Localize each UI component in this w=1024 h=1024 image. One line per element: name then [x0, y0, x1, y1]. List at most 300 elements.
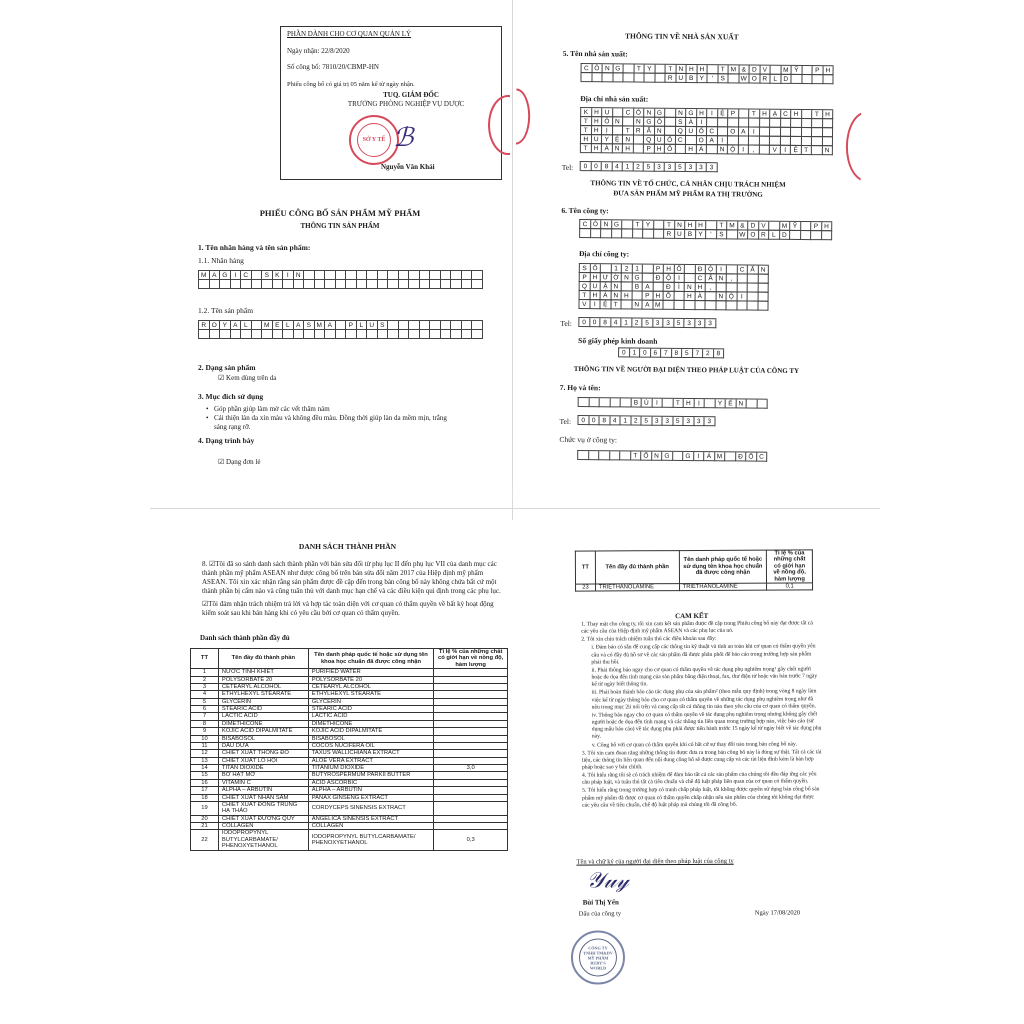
letter-box: V: [579, 300, 590, 309]
letter-box: L: [769, 231, 780, 240]
letter-box: A: [325, 321, 336, 330]
letter-box: H: [822, 222, 833, 231]
section-1-1-label: 1.1. Nhãn hàng: [198, 256, 244, 265]
representative-name: Bùi Thị Yến: [582, 898, 619, 907]
table-cell: BISABOSOL: [308, 735, 434, 742]
letter-box: H: [591, 144, 602, 153]
letter-box: 1: [630, 348, 641, 357]
letter-box: I: [590, 300, 601, 309]
letter-box: Ấ: [644, 127, 655, 136]
letter-box: 3: [707, 163, 718, 172]
letter-box: [388, 280, 399, 289]
letter-box: Ộ: [727, 292, 738, 301]
rep-name-boxes: [578, 397, 768, 409]
announcement-number: Số công bố: 7810/20/CBMP-HN: [287, 63, 379, 71]
letter-box: P: [813, 66, 824, 75]
letter-box: Ạ: [770, 110, 781, 119]
letter-box: Ấ: [748, 266, 759, 275]
table-cell: 22: [191, 830, 219, 850]
letter-box: P: [811, 222, 822, 231]
letter-box: [589, 398, 600, 407]
letter-box: T: [581, 117, 592, 126]
letter-box: T: [749, 110, 760, 119]
letter-box: [451, 330, 462, 339]
letter-box: [451, 280, 462, 289]
letter-box: [420, 330, 431, 339]
letter-box: Đ: [736, 452, 747, 461]
letter-box: C: [623, 108, 634, 117]
letter-box: 5: [644, 163, 655, 172]
letter-box: [199, 280, 210, 289]
letter-box: [336, 330, 347, 339]
company-line-2: [579, 228, 832, 240]
letter-box: A: [643, 283, 654, 292]
letter-box: C: [781, 110, 792, 119]
letter-box: S: [676, 118, 687, 127]
table-cell: CHIẾT XUẤT ĐÔNG TRÙNG HẠ THẢO: [218, 801, 308, 815]
manufacturer-title: THÔNG TIN VỀ NHÀ SẢN XUẤT: [624, 31, 739, 42]
letter-box: Ô: [634, 109, 645, 118]
table-cell: COCOS NUCIFERA OIL: [308, 742, 434, 749]
letter-box: [273, 330, 284, 339]
company-seal: [571, 930, 625, 984]
letter-box: P: [644, 145, 655, 154]
letter-box: Ị: [694, 399, 705, 408]
table-cell: 7: [191, 713, 219, 720]
letter-box: 0: [578, 416, 589, 425]
table-cell: [434, 706, 508, 713]
letter-box: [231, 280, 242, 289]
letter-box: G: [644, 118, 655, 127]
letter-box: &: [738, 221, 749, 230]
letter-box: Ộ: [728, 145, 739, 154]
letter-box: [758, 302, 769, 311]
company-address-line-5: [578, 299, 768, 311]
letter-box: [262, 280, 273, 289]
letter-box: [441, 330, 452, 339]
letter-box: H: [791, 110, 802, 119]
table-cell: [434, 787, 508, 794]
letter-box: N: [758, 266, 769, 275]
letter-box: C: [695, 274, 706, 283]
letter-box: U: [367, 321, 378, 330]
letter-box: V: [760, 66, 771, 75]
letter-box: 8: [600, 318, 611, 327]
letter-box: [727, 230, 738, 239]
letter-box: 3: [662, 417, 673, 426]
signing-date: Ngày 17/08/2020: [754, 909, 801, 917]
letter-box: [231, 330, 242, 339]
letter-box: N: [294, 271, 305, 280]
document-page-4: [519, 517, 867, 1024]
letter-box: N: [603, 64, 614, 73]
signer-title-1: TUQ. GIÁM ĐỐC: [383, 91, 439, 99]
table-row: [191, 750, 508, 757]
letter-box: N: [601, 220, 612, 229]
table-cell: ETHYLHEXYL STEARATE: [218, 691, 308, 698]
table-cell: [434, 698, 508, 705]
letter-box: [802, 75, 813, 84]
letter-box: M: [653, 301, 664, 310]
letter-box: T: [611, 300, 622, 309]
table-row: [191, 801, 508, 815]
received-date: Ngày nhận: 22/8/2020: [287, 47, 350, 55]
tel-label-2: Tel:: [560, 318, 572, 328]
letter-box: &: [739, 65, 750, 74]
tel-boxes-2: [578, 317, 716, 328]
letter-box: Ù: [642, 399, 653, 408]
letter-box: L: [770, 75, 781, 84]
letter-box: [241, 280, 252, 289]
table-header-cell: Tỉ lệ % của những chất có giới hạn về nồng độ, hàm lượng: [767, 550, 813, 583]
letter-box: R: [664, 230, 675, 239]
letter-box: H: [686, 145, 697, 154]
letter-box: D: [781, 75, 792, 84]
letter-box: [304, 280, 315, 289]
letter-box: Ấ: [706, 274, 717, 283]
letter-box: 2: [631, 417, 642, 426]
letter-box: E: [273, 321, 284, 330]
letter-box: V: [759, 222, 770, 231]
letter-box: Ệ: [612, 135, 623, 144]
letter-box: 5: [675, 163, 686, 172]
letter-box: [621, 398, 632, 407]
table-row: [191, 815, 508, 822]
table-row: [191, 683, 508, 690]
letter-box: [633, 230, 644, 239]
table-cell: CETEARYL ALCOHOL: [218, 683, 308, 690]
letter-box: K: [273, 271, 284, 280]
table-cell: 3,0: [434, 765, 508, 772]
letter-box: Ỹ: [790, 222, 801, 231]
table-cell: [434, 683, 508, 690]
section-4-value: ☑ Dạng đơn lẻ: [218, 458, 261, 466]
letter-box: 3: [665, 163, 676, 172]
letter-box: [430, 330, 441, 339]
position-boxes: [577, 450, 767, 462]
letter-box: N: [654, 127, 665, 136]
letter-box: I: [674, 274, 685, 283]
table-cell: 12: [191, 750, 219, 757]
letter-box: 3: [654, 163, 665, 172]
letter-box: [623, 73, 634, 82]
letter-box: [210, 280, 221, 289]
table-cell: CETEARYL ALCOHOL: [308, 683, 434, 690]
letter-box: B: [632, 283, 643, 292]
letter-box: 0: [590, 318, 601, 327]
table-cell: 3: [191, 683, 219, 690]
ingredients-title: DANH SÁCH THÀNH PHẦN: [298, 542, 397, 551]
letter-box: [621, 300, 632, 309]
table-row: [191, 735, 508, 742]
letter-box: [346, 280, 357, 289]
org-title-1: THÔNG TIN VỀ TỔ CHỨC, CÁ NHÂN CHỊU TRÁCH NHIỆM: [590, 179, 786, 189]
tel-label-1: Tel:: [561, 162, 574, 172]
letter-box: 5: [642, 319, 653, 328]
commitment-item: iii. Phải hoàn thành báo cáo tác dụng phụ của sản phẩm² (theo mẫu quy định) trong vòng 8 ngày làm việc kể từ ngày thông báo cho cơ quan có thẩm quyền về những tác dụng phụ nghiêm trọng như đã nêu trong mục 2ii nói trên và cung cấp tất cả thông tin nào theo yêu cầu của cơ quan có thẩm quyền.: [591, 688, 817, 711]
letter-box: 3: [652, 417, 663, 426]
letter-box: N: [822, 146, 833, 155]
letter-box: G: [655, 109, 666, 118]
letter-box: Y: [220, 321, 231, 330]
table-cell: PURIFIED WATER: [308, 669, 434, 676]
letter-box: [602, 73, 613, 82]
table-cell: ALPHA – ARBUTIN: [218, 787, 308, 794]
letter-box: Đ: [653, 274, 664, 283]
table-cell: [434, 750, 508, 757]
table-cell: [434, 794, 508, 801]
letter-box: [757, 400, 768, 409]
letter-box: H: [687, 65, 698, 74]
letter-box: U: [602, 108, 613, 117]
letter-box: [695, 301, 706, 310]
letter-box: S: [378, 321, 389, 330]
table-row: [191, 742, 508, 749]
letter-box: [420, 280, 431, 289]
letter-box: G: [613, 64, 624, 73]
position-label: Chức vụ ở công ty:: [559, 434, 617, 445]
letter-box: 6: [651, 349, 662, 358]
letter-box: M: [199, 271, 210, 280]
letter-box: D: [780, 231, 791, 240]
letter-box: Ô: [591, 220, 602, 229]
table-cell: CHIẾT XUẤT NHÂN SÂM: [218, 794, 308, 801]
table-cell: 1: [191, 669, 219, 676]
table-cell: ALOE VERA EXTRACT: [308, 757, 434, 764]
letter-box: ': [706, 230, 717, 239]
purpose-item-1: • Góp phần giúp làm mờ các vết thâm nám: [214, 405, 330, 414]
letter-box: T: [812, 110, 823, 119]
letter-box: H: [684, 399, 695, 408]
letter-box: U: [675, 230, 686, 239]
letter-box: G: [662, 452, 673, 461]
purpose-item-2: • Cải thiện làn da xỉn màu và không đều màu. Đồng thời giúp làn da mềm mịn, trắng: [214, 414, 447, 423]
letter-box: [581, 73, 592, 82]
letter-box: 3: [683, 417, 694, 426]
tel-boxes-3: [577, 415, 715, 426]
letter-box: 7: [661, 349, 672, 358]
letter-box: Ố: [590, 264, 601, 273]
letter-box: [304, 330, 315, 339]
table-cell: [434, 735, 508, 742]
rep-title: THÔNG TIN VỀ NGƯỜI ĐẠI DIỆN THEO PHÁP LUẬT CỦA CÔNG TY: [573, 365, 800, 375]
letter-box: [737, 301, 748, 310]
letter-box: N: [676, 109, 687, 118]
letter-box: M: [315, 321, 326, 330]
letter-box: [336, 280, 347, 289]
document-page-3: [180, 520, 515, 1024]
table-cell: BISABOSOL: [218, 735, 308, 742]
letter-box: T: [673, 399, 684, 408]
letter-box: [346, 330, 357, 339]
commitment-item: v. Công bố với cơ quan có thẩm quyền khi có bất cứ sự thay đổi nào trong bản công bố này.: [591, 740, 797, 749]
table-cell: [434, 676, 508, 683]
table-cell: [434, 757, 508, 764]
letter-box: Q: [675, 127, 686, 136]
letter-box: T: [633, 221, 644, 230]
letter-box: ,: [706, 283, 717, 292]
letter-box: 8: [714, 349, 725, 358]
letter-box: H: [622, 291, 633, 300]
table-cell: ETHYLHEXYL STEARATE: [308, 691, 434, 698]
section-1-2-label: 1.2. Tên sản phẩm: [198, 306, 254, 315]
declaration-paragraph-1: 8. ☑Tôi đã so sánh danh sách thành phần với bản sửa đổi từ phụ lục II đến phụ lục VII của danh mục các thành phần mỹ phẩm ASEAN như được công bố trên bản sửa đổi năm 2017 của Hiệp định mỹ phẩm ASEAN. Tôi xin xác nhận rằng sản phẩm được đề cập đến trong bản công bố này không chứa bất cứ một thành phần bị cấm nào và cũng tuân thủ với danh mục hạn chế và các điều kiện qui định trong các phụ lục.: [202, 560, 501, 596]
letter-box: 2: [703, 349, 714, 358]
table-cell: [434, 742, 508, 749]
letter-box: [728, 74, 739, 83]
letter-box: P: [580, 273, 591, 282]
letter-box: I: [694, 452, 705, 461]
letter-box: C: [707, 127, 718, 136]
letter-box: P: [728, 109, 739, 118]
seal-label: Dấu của công ty: [578, 910, 622, 918]
letter-box: 3: [704, 417, 715, 426]
table-cell: LACTIC ACID: [308, 713, 434, 720]
letter-box: [294, 280, 305, 289]
table-cell: TRIETHANOLAMINE: [679, 583, 767, 591]
letter-box: H: [823, 66, 834, 75]
letter-box: À: [602, 144, 613, 153]
letter-box: [409, 280, 420, 289]
agency-signer-name: Nguyễn Văn Khải: [381, 163, 435, 171]
letter-box: I: [231, 271, 242, 280]
letter-box: H: [685, 221, 696, 230]
table-cell: 15: [191, 772, 219, 779]
letter-box: 1: [620, 416, 631, 425]
letter-box: H: [695, 283, 706, 292]
letter-box: [747, 302, 758, 311]
letter-box: Ố: [696, 127, 707, 136]
letter-box: M: [729, 65, 740, 74]
document-page-2: [513, 0, 862, 501]
letter-box: O: [210, 321, 221, 330]
letter-box: L: [283, 321, 294, 330]
letter-box: Ị: [602, 126, 613, 135]
table-cell: [434, 801, 508, 815]
table-cell: TITAN DIOXIDE: [218, 765, 308, 772]
letter-box: [262, 330, 273, 339]
letter-box: [643, 230, 654, 239]
letter-box: 3: [705, 319, 716, 328]
table-cell: [434, 669, 508, 676]
table-cell: NƯỚC TINH KHIẾT: [218, 669, 308, 676]
letter-box: N: [611, 291, 622, 300]
letter-box: A: [738, 127, 749, 136]
tel-label-3: Tel:: [559, 416, 572, 426]
letter-box: Y: [645, 65, 656, 74]
table-cell: GLYCERIN: [218, 698, 308, 705]
table-cell: 20: [191, 815, 219, 822]
table-row: [191, 669, 508, 676]
table-cell: TRIETHANOLAMINE: [595, 583, 679, 591]
table-header-cell: TT: [575, 551, 595, 584]
letter-box: R: [759, 231, 770, 240]
letter-box: S: [580, 264, 591, 273]
section-3-title: 3. Mục đích sử dụng: [198, 392, 264, 401]
table-cell: COLLAGEN: [308, 823, 434, 830]
letter-box: M: [781, 66, 792, 75]
table-cell: 2: [191, 676, 219, 683]
letter-box: ': [707, 74, 718, 83]
letter-box: [812, 75, 823, 84]
table-cell: 11: [191, 742, 219, 749]
table-cell: CORDYCEPS SINENSIS EXTRACT: [308, 801, 434, 815]
letter-box: [283, 330, 294, 339]
letter-box: H: [685, 292, 696, 301]
letter-box: T: [581, 126, 592, 135]
letter-box: V: [770, 146, 781, 155]
letter-box: H: [664, 265, 675, 274]
table-cell: 18: [191, 794, 219, 801]
letter-box: I: [738, 145, 749, 154]
letter-box: W: [739, 74, 750, 83]
table-cell: POLYSORBATE 20: [218, 676, 308, 683]
letter-box: 4: [611, 318, 622, 327]
table-row: [191, 706, 508, 713]
letter-box: [399, 330, 410, 339]
letter-box: [633, 145, 644, 154]
representative-signature-icon: 𝒴𝓊𝓎: [586, 868, 630, 894]
table-cell: KOJIC ACID DIPALMITATE: [308, 728, 434, 735]
letter-box: [673, 452, 684, 461]
letter-box: ,: [749, 146, 760, 155]
table-cell: ACID ASCORBIC: [308, 779, 434, 786]
letter-box: [357, 330, 368, 339]
table-cell: [434, 728, 508, 735]
letter-box: Ệ: [600, 300, 611, 309]
letter-box: [622, 229, 633, 238]
letter-box: 0: [589, 416, 600, 425]
letter-box: I: [652, 399, 663, 408]
table-cell: IODOPROPYNYL BUTYLCARBAMATE/ PHENOXYETHANOL: [218, 830, 308, 850]
letter-box: 3: [653, 319, 664, 328]
letter-box: [315, 330, 326, 339]
table-cell: 4: [191, 691, 219, 698]
letter-box: Ộ: [664, 274, 675, 283]
letter-box: I: [717, 136, 728, 145]
letter-box: [273, 280, 284, 289]
table-cell: 19: [191, 801, 219, 815]
letter-box: 2: [633, 163, 644, 172]
commitment-item: 4. Tôi hiểu rằng tôi sẽ có trách nhiệm để đảm bảo tất cả các sản phẩm của chúng tôi đều đáp ứng các yêu cầu pháp luật, và tuân thủ tất cả tiêu chuẩn và chế độ luật pháp liên quan của cơ quan có thẩm quyền.: [582, 771, 817, 786]
letter-box: [441, 280, 452, 289]
letter-box: [613, 73, 624, 82]
table-cell: 14: [191, 765, 219, 772]
letter-box: H: [581, 135, 592, 144]
letter-box: 5: [673, 417, 684, 426]
ingredient-table-header: [191, 649, 508, 669]
table-cell: LACTIC ACID: [218, 713, 308, 720]
table-cell: COLLAGEN: [218, 823, 308, 830]
letter-box: [822, 231, 833, 240]
table-cell: 17: [191, 787, 219, 794]
letter-box: [220, 330, 231, 339]
letter-box: N: [644, 109, 655, 118]
letter-box: U: [590, 282, 601, 291]
table-row: [191, 757, 508, 764]
letter-box: [241, 330, 252, 339]
table-cell: KOJIC ACID DIPALMITATE: [218, 728, 308, 735]
letter-box: B: [685, 230, 696, 239]
table-cell: IODOPROPYNYL BUTYLCARBAMATE/ PHENOXYETHANOL: [308, 830, 434, 850]
letter-box: C: [580, 220, 591, 229]
letter-box: [210, 330, 221, 339]
letter-box: R: [633, 127, 644, 136]
section-7-title: 7. Họ và tên:: [559, 382, 601, 393]
commitment-item: 3. Tôi xin cam đoan rằng những thông tin được đưa ra trong bản công bố này là đúng sự thật. Tất cả các tài liệu, các thông tin liên quan đến nội dung công bố sẽ được cung cấp và các tài liệu đính kèm là bản hợp pháp hoặc sao y bản chính.: [581, 748, 822, 771]
sign-label: Tên và chữ ký của người đại diện theo pháp luật của công ty: [576, 857, 734, 866]
table-cell: CHIẾT XUẤT LÔ HỘI: [218, 757, 308, 764]
